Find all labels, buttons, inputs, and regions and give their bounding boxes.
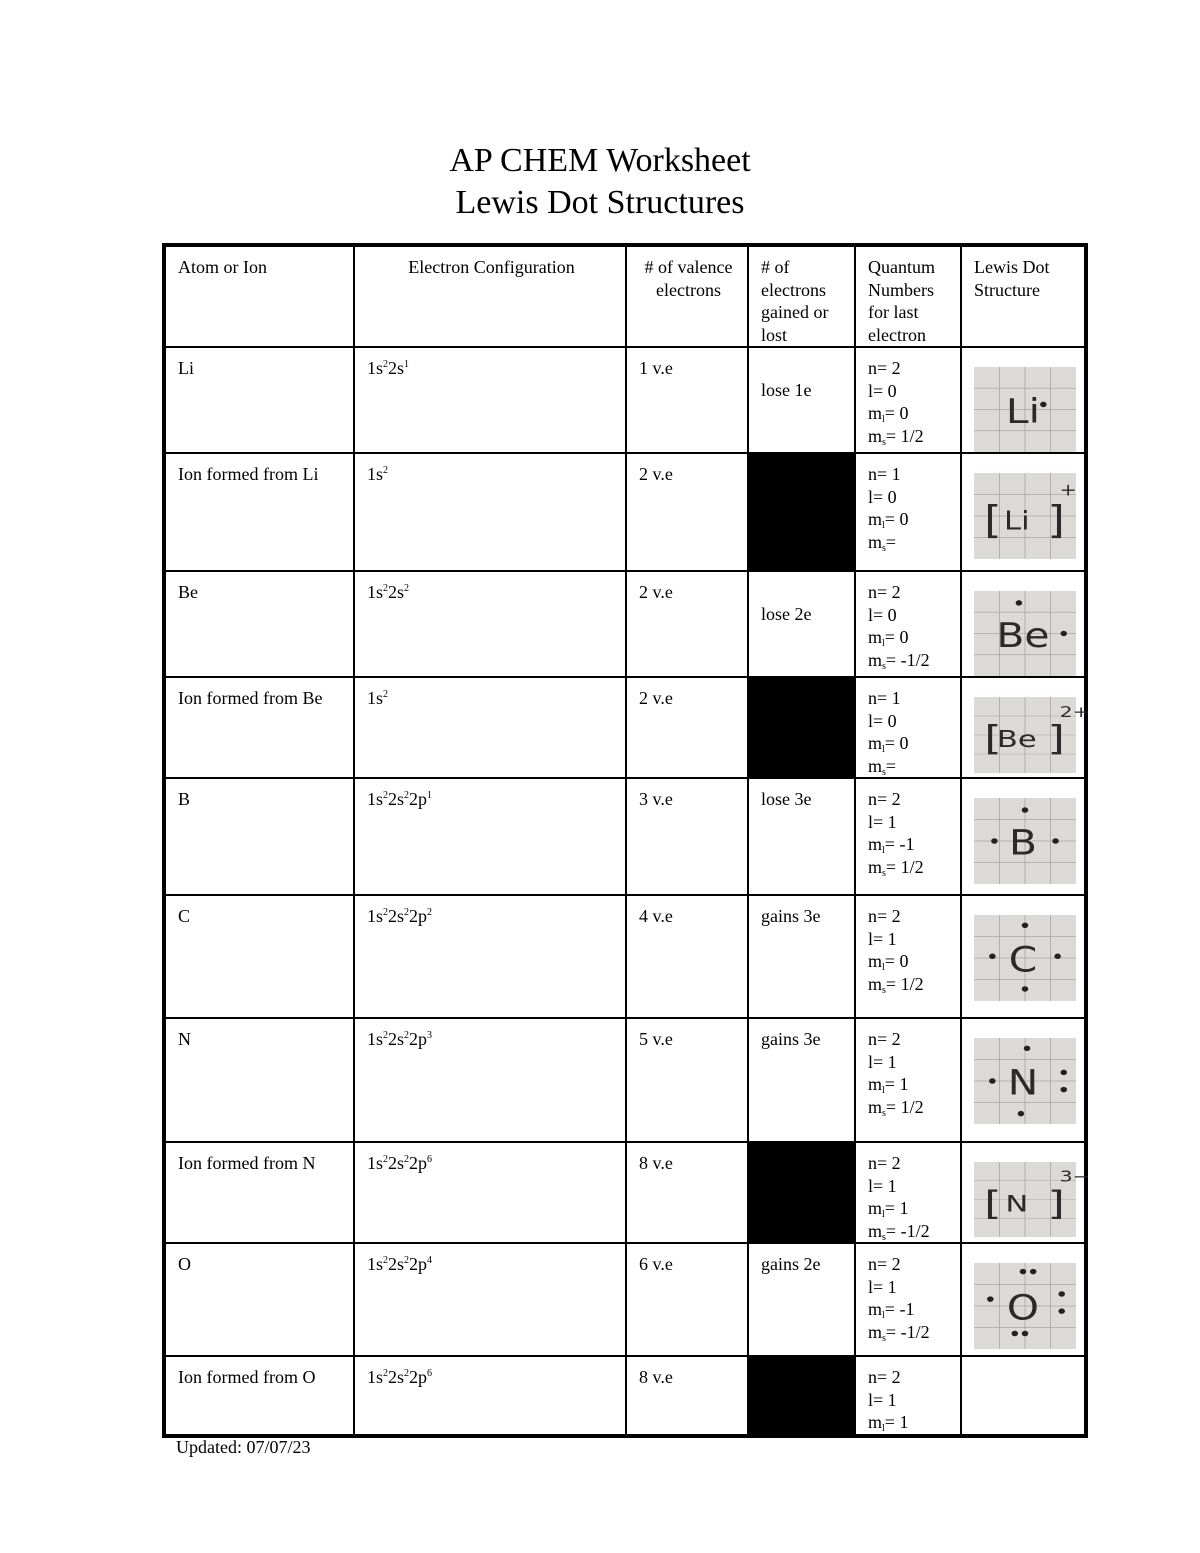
left-bracket: [ bbox=[984, 497, 1002, 543]
valence-dot bbox=[1060, 631, 1067, 636]
lewis-structure-drawing bbox=[974, 697, 1090, 773]
valence-cell: 3 v.e bbox=[626, 778, 748, 895]
lewis-cell bbox=[961, 1243, 1086, 1356]
header-valence: # of valence electrons bbox=[626, 245, 748, 347]
quantum-subscript: s bbox=[882, 1332, 886, 1344]
quantum-subscript: l bbox=[882, 1209, 885, 1220]
quantum-cell bbox=[855, 1018, 961, 1142]
quantum-number bbox=[868, 950, 951, 973]
quantum-number bbox=[868, 425, 951, 448]
quantum-number bbox=[868, 531, 951, 554]
orbital: 1s bbox=[367, 1029, 384, 1049]
orbital: 1s bbox=[367, 906, 384, 926]
title-line-1: AP CHEM Worksheet bbox=[449, 142, 751, 179]
valence-cell: 8 v.e bbox=[626, 1142, 748, 1243]
valence-cell: 4 v.e bbox=[626, 895, 748, 1018]
table-row bbox=[164, 895, 1086, 1018]
quantum-number bbox=[868, 357, 951, 380]
orbital-electron-count: 2 bbox=[404, 1154, 410, 1165]
gained-lost-text: gains 3e bbox=[761, 1029, 821, 1049]
quantum-value: l= 1 bbox=[868, 1051, 897, 1072]
table-row bbox=[164, 1243, 1086, 1356]
right-bracket: ] bbox=[1047, 1184, 1065, 1223]
lewis-structure-drawing bbox=[974, 473, 1076, 559]
quantum-number bbox=[868, 1389, 951, 1412]
gained-lost-text: gains 2e bbox=[761, 1254, 821, 1274]
quantum-number bbox=[868, 626, 951, 649]
quantum-value: l= 1 bbox=[868, 928, 897, 949]
quantum-number bbox=[868, 1253, 951, 1276]
header-atom: Atom or Ion bbox=[164, 245, 354, 347]
table-row bbox=[164, 453, 1086, 571]
quantum-value: $m_l= 1$ bbox=[868, 1198, 909, 1220]
gained-lost-cell bbox=[748, 778, 855, 895]
element-symbol: C bbox=[1008, 939, 1038, 980]
quantum-cell bbox=[855, 1243, 961, 1356]
config-cell bbox=[354, 1018, 626, 1142]
atom-cell: O bbox=[164, 1243, 354, 1356]
lewis-cell bbox=[961, 571, 1086, 677]
quantum-subscript: s bbox=[882, 436, 886, 448]
gained-lost-text: lose 1e bbox=[761, 380, 812, 400]
lewis-structure-drawing bbox=[974, 591, 1076, 676]
quantum-value: $m_s= 1/2$ bbox=[868, 425, 924, 448]
valence-dot bbox=[1022, 986, 1029, 992]
quantum-value: $m_l= -1$ bbox=[868, 1299, 915, 1321]
gained-lost-cell bbox=[748, 1018, 855, 1142]
lewis-cell bbox=[961, 895, 1086, 1018]
valence-dot bbox=[1022, 1331, 1029, 1337]
left-bracket: [ bbox=[984, 719, 1002, 759]
gained-lost-cell bbox=[748, 347, 855, 453]
config-cell bbox=[354, 677, 626, 778]
orbital: 1s bbox=[367, 1367, 384, 1387]
orbital-electron-count: 2 bbox=[404, 907, 410, 918]
atom-cell: Li bbox=[164, 347, 354, 453]
orbital-electron-count: 2 bbox=[404, 1255, 410, 1266]
orbital-electron-count: 2 bbox=[404, 1368, 410, 1379]
quantum-cell bbox=[855, 571, 961, 677]
quantum-value: n= 2 bbox=[868, 582, 901, 602]
quantum-number bbox=[868, 1276, 951, 1299]
quantum-value: l= 1 bbox=[868, 1175, 897, 1196]
quantum-number bbox=[868, 973, 951, 996]
quantum-subscript: s bbox=[882, 984, 886, 996]
orbital: 2p bbox=[409, 906, 428, 926]
quantum-subscript: l bbox=[882, 1310, 885, 1321]
table-row bbox=[164, 347, 1086, 453]
orbital-electron-count: 2 bbox=[383, 689, 389, 700]
quantum-number bbox=[868, 1175, 951, 1198]
valence-dot bbox=[1030, 1269, 1037, 1275]
valence-dot bbox=[1016, 600, 1023, 605]
quantum-subscript: s bbox=[882, 1107, 886, 1119]
quantum-value: $m_s=$ bbox=[868, 531, 897, 554]
atom-cell: Ion formed from O bbox=[164, 1356, 354, 1436]
quantum-number bbox=[868, 508, 951, 531]
orbital-electron-count: 6 bbox=[427, 1154, 433, 1165]
quantum-number bbox=[868, 1096, 951, 1119]
quantum-value: l= 0 bbox=[868, 380, 897, 401]
right-bracket: ] bbox=[1047, 497, 1065, 543]
quantum-subscript: l bbox=[882, 744, 885, 755]
orbital: 2p bbox=[409, 1367, 428, 1387]
lewis-cell bbox=[961, 1356, 1086, 1436]
valence-dot bbox=[1060, 1087, 1067, 1093]
quantum-subscript: l bbox=[882, 638, 885, 649]
orbital: 1s bbox=[367, 688, 384, 708]
valence-dot bbox=[1012, 1331, 1019, 1337]
header-row bbox=[164, 245, 1086, 347]
atom-cell: Ion formed from Li bbox=[164, 453, 354, 571]
lewis-structure-drawing bbox=[974, 798, 1076, 884]
orbital-electron-count: 4 bbox=[427, 1255, 433, 1266]
table-row bbox=[164, 1018, 1086, 1142]
quantum-subscript: l bbox=[882, 1423, 885, 1434]
orbital-electron-count: 2 bbox=[383, 465, 389, 476]
quantum-value: n= 1 bbox=[868, 464, 901, 484]
quantum-subscript: s bbox=[882, 867, 886, 879]
valence-dot bbox=[1054, 954, 1061, 960]
lewis-cell bbox=[961, 778, 1086, 895]
orbital: 2p bbox=[409, 1153, 428, 1173]
quantum-cell bbox=[855, 453, 961, 571]
quantum-subscript: l bbox=[882, 845, 885, 856]
orbital: 1s bbox=[367, 1153, 384, 1173]
orbital: 2s bbox=[388, 789, 405, 809]
header-config: Electron Configuration bbox=[354, 245, 626, 347]
quantum-number bbox=[868, 1028, 951, 1051]
quantum-number bbox=[868, 755, 951, 778]
lewis-structure-drawing bbox=[974, 367, 1076, 452]
orbital: 2s bbox=[388, 1254, 405, 1274]
quantum-value: n= 2 bbox=[868, 358, 901, 378]
table-row bbox=[164, 1356, 1086, 1436]
valence-dot bbox=[1024, 1046, 1031, 1052]
valence-cell: 1 v.e bbox=[626, 347, 748, 453]
quantum-subscript: s bbox=[882, 660, 886, 672]
valence-cell: 6 v.e bbox=[626, 1243, 748, 1356]
orbital-electron-count: 2 bbox=[427, 907, 433, 918]
header-lewis: Lewis Dot Structure bbox=[961, 245, 1086, 347]
quantum-number bbox=[868, 788, 951, 811]
lewis-cell bbox=[961, 1018, 1086, 1142]
orbital-electron-count: 2 bbox=[404, 1030, 410, 1041]
valence-cell: 5 v.e bbox=[626, 1018, 748, 1142]
valence-dot bbox=[989, 1078, 996, 1084]
lewis-structure-drawing bbox=[974, 1263, 1076, 1349]
orbital: 1s bbox=[367, 464, 384, 484]
element-symbol: Be bbox=[996, 615, 1050, 656]
header-quantum: Quantum Numbers for last electron bbox=[855, 245, 961, 347]
lewis-cell bbox=[961, 1142, 1090, 1243]
orbital: 2s bbox=[388, 1153, 405, 1173]
valence-dot bbox=[1058, 1291, 1065, 1297]
quantum-value: $m_s= 1/2$ bbox=[868, 856, 924, 879]
quantum-value: $m_l= 1$ bbox=[868, 1412, 909, 1434]
config-cell bbox=[354, 571, 626, 677]
orbital: 2s bbox=[388, 906, 405, 926]
orbital: 2p bbox=[409, 1029, 428, 1049]
gained-lost-text: gains 3e bbox=[761, 906, 821, 926]
orbital: 2s bbox=[388, 358, 405, 378]
title-line-2: Lewis Dot Structures bbox=[455, 184, 745, 221]
lewis-worksheet-table bbox=[162, 243, 1088, 1438]
quantum-subscript: s bbox=[882, 542, 886, 554]
quantum-value: n= 2 bbox=[868, 1367, 901, 1387]
gained-lost-cell bbox=[748, 453, 855, 571]
quantum-number bbox=[868, 1051, 951, 1074]
table-row bbox=[164, 571, 1086, 677]
config-cell bbox=[354, 895, 626, 1018]
orbital-electron-count: 2 bbox=[383, 1154, 389, 1165]
quantum-value: n= 2 bbox=[868, 906, 901, 926]
orbital-electron-count: 2 bbox=[404, 583, 410, 594]
atom-cell: Be bbox=[164, 571, 354, 677]
orbital-electron-count: 3 bbox=[427, 1030, 433, 1041]
quantum-number bbox=[868, 1411, 951, 1434]
valence-cell: 2 v.e bbox=[626, 571, 748, 677]
quantum-value: l= 0 bbox=[868, 604, 897, 625]
quantum-value: l= 1 bbox=[868, 1389, 897, 1410]
header-gained: # of electrons gained or lost bbox=[748, 245, 855, 347]
quantum-value: $m_l= 0$ bbox=[868, 403, 909, 425]
worksheet-title bbox=[0, 140, 1200, 224]
quantum-value: $m_s= 1/2$ bbox=[868, 1096, 924, 1119]
quantum-number bbox=[868, 1298, 951, 1321]
quantum-value: $m_l= 0$ bbox=[868, 627, 909, 649]
config-cell bbox=[354, 1142, 626, 1243]
config-cell bbox=[354, 347, 626, 453]
gained-lost-text: lose 2e bbox=[761, 604, 812, 624]
quantum-number bbox=[868, 928, 951, 951]
quantum-value: l= 1 bbox=[868, 811, 897, 832]
quantum-cell bbox=[855, 1142, 961, 1243]
table-body bbox=[164, 347, 1090, 1436]
orbital: 1s bbox=[367, 358, 384, 378]
quantum-number bbox=[868, 905, 951, 928]
gained-lost-cell bbox=[748, 1356, 855, 1436]
orbital-electron-count: 1 bbox=[427, 790, 433, 801]
quantum-number bbox=[868, 649, 951, 672]
valence-cell: 2 v.e bbox=[626, 677, 748, 778]
quantum-number bbox=[868, 856, 951, 879]
valence-dot bbox=[1052, 838, 1059, 844]
quantum-cell bbox=[855, 677, 961, 778]
valence-dot bbox=[989, 954, 996, 960]
gained-lost-cell bbox=[748, 571, 855, 677]
quantum-value: $m_s= -1/2$ bbox=[868, 1220, 930, 1243]
orbital: 2p bbox=[409, 789, 428, 809]
quantum-value: $m_s=$ bbox=[868, 755, 897, 778]
valence-dot bbox=[1058, 1308, 1065, 1314]
quantum-value: $m_s= -1/2$ bbox=[868, 649, 930, 672]
valence-dot bbox=[1022, 807, 1029, 813]
lewis-cell bbox=[961, 347, 1086, 453]
quantum-number bbox=[868, 1366, 951, 1389]
atom-cell: Ion formed from N bbox=[164, 1142, 354, 1243]
valence-dot bbox=[1040, 402, 1047, 407]
quantum-subscript: l bbox=[882, 1085, 885, 1096]
quantum-cell bbox=[855, 1356, 961, 1436]
gained-lost-cell bbox=[748, 677, 855, 778]
quantum-value: n= 2 bbox=[868, 1153, 901, 1173]
lewis-structure-drawing bbox=[974, 1038, 1076, 1124]
orbital-electron-count: 2 bbox=[383, 1030, 389, 1041]
element-symbol: O bbox=[1006, 1287, 1040, 1328]
config-cell bbox=[354, 453, 626, 571]
quantum-value: $m_l= 1$ bbox=[868, 1074, 909, 1096]
quantum-cell bbox=[855, 895, 961, 1018]
quantum-number bbox=[868, 1073, 951, 1096]
orbital: 1s bbox=[367, 789, 384, 809]
orbital: 2s bbox=[388, 1029, 405, 1049]
element-symbol: Li bbox=[1005, 391, 1040, 432]
left-bracket: [ bbox=[984, 1184, 1002, 1223]
right-bracket: ] bbox=[1047, 719, 1065, 759]
element-symbol: N bbox=[1005, 1191, 1029, 1218]
valence-dot bbox=[1022, 923, 1029, 929]
quantum-number bbox=[868, 833, 951, 856]
quantum-value: n= 2 bbox=[868, 789, 901, 809]
atom-cell: B bbox=[164, 778, 354, 895]
element-symbol: Li bbox=[1004, 506, 1030, 537]
quantum-number bbox=[868, 687, 951, 710]
quantum-number bbox=[868, 710, 951, 733]
config-cell bbox=[354, 778, 626, 895]
atom-cell: Ion formed from Be bbox=[164, 677, 354, 778]
quantum-subscript: s bbox=[882, 1231, 886, 1243]
element-symbol: N bbox=[1007, 1062, 1039, 1103]
orbital-electron-count: 1 bbox=[404, 359, 410, 370]
quantum-value: $m_l= 0$ bbox=[868, 509, 909, 531]
quantum-number bbox=[868, 463, 951, 486]
quantum-value: n= 1 bbox=[868, 688, 901, 708]
gained-lost-cell bbox=[748, 1142, 855, 1243]
ion-charge: 2+ bbox=[1059, 703, 1090, 721]
quantum-cell bbox=[855, 778, 961, 895]
gained-lost-cell bbox=[748, 1243, 855, 1356]
orbital-electron-count: 2 bbox=[404, 790, 410, 801]
atom-cell: C bbox=[164, 895, 354, 1018]
table-row bbox=[164, 778, 1086, 895]
orbital-electron-count: 2 bbox=[383, 1255, 389, 1266]
quantum-subscript: l bbox=[882, 414, 885, 425]
quantum-number bbox=[868, 732, 951, 755]
config-cell bbox=[354, 1243, 626, 1356]
ion-charge: + bbox=[1059, 479, 1077, 500]
quantum-number bbox=[868, 581, 951, 604]
element-symbol: B bbox=[1008, 822, 1037, 863]
quantum-subscript: l bbox=[882, 962, 885, 973]
quantum-subscript: s bbox=[882, 766, 886, 778]
valence-dot bbox=[991, 838, 998, 844]
valence-cell: 8 v.e bbox=[626, 1356, 748, 1436]
quantum-number bbox=[868, 380, 951, 403]
ion-charge: 3− bbox=[1059, 1168, 1090, 1186]
quantum-value: $m_l= 0$ bbox=[868, 733, 909, 755]
orbital-electron-count: 2 bbox=[383, 1368, 389, 1379]
lewis-structure-drawing bbox=[974, 1162, 1090, 1237]
lewis-cell bbox=[961, 677, 1090, 778]
lewis-structure-drawing bbox=[974, 915, 1076, 1001]
quantum-value: l= 1 bbox=[868, 1276, 897, 1297]
quantum-number bbox=[868, 1197, 951, 1220]
gained-lost-text: lose 3e bbox=[761, 789, 812, 809]
quantum-number bbox=[868, 604, 951, 627]
orbital-electron-count: 2 bbox=[383, 907, 389, 918]
config-cell bbox=[354, 1356, 626, 1436]
quantum-number bbox=[868, 486, 951, 509]
atom-cell: N bbox=[164, 1018, 354, 1142]
table-row bbox=[164, 677, 1086, 778]
orbital: 1s bbox=[367, 582, 384, 602]
quantum-cell bbox=[855, 347, 961, 453]
valence-dot bbox=[1018, 1111, 1025, 1117]
quantum-value: l= 0 bbox=[868, 486, 897, 507]
quantum-number bbox=[868, 1321, 951, 1344]
table-row bbox=[164, 1142, 1086, 1243]
valence-cell: 2 v.e bbox=[626, 453, 748, 571]
quantum-value: n= 2 bbox=[868, 1254, 901, 1274]
valence-dot bbox=[1020, 1269, 1027, 1275]
valence-dot bbox=[1060, 1070, 1067, 1076]
quantum-value: l= 0 bbox=[868, 710, 897, 731]
quantum-number bbox=[868, 402, 951, 425]
quantum-number bbox=[868, 1220, 951, 1243]
orbital-electron-count: 2 bbox=[383, 790, 389, 801]
orbital: 1s bbox=[367, 1254, 384, 1274]
quantum-value: $m_s= 1/2$ bbox=[868, 973, 924, 996]
orbital-electron-count: 2 bbox=[383, 583, 389, 594]
quantum-subscript: l bbox=[882, 520, 885, 531]
quantum-number bbox=[868, 1152, 951, 1175]
quantum-value: n= 2 bbox=[868, 1029, 901, 1049]
orbital: 2s bbox=[388, 1367, 405, 1387]
orbital: 2s bbox=[388, 582, 405, 602]
orbital-electron-count: 2 bbox=[383, 359, 389, 370]
gained-lost-cell bbox=[748, 895, 855, 1018]
valence-dot bbox=[987, 1296, 994, 1302]
quantum-value: $m_s= -1/2$ bbox=[868, 1321, 930, 1344]
lewis-cell bbox=[961, 453, 1086, 571]
element-symbol: Be bbox=[996, 726, 1037, 754]
quantum-number bbox=[868, 811, 951, 834]
orbital: 2p bbox=[409, 1254, 428, 1274]
updated-date: Updated: 07/07/23 bbox=[176, 1437, 311, 1457]
orbital-electron-count: 6 bbox=[427, 1368, 433, 1379]
quantum-value: $m_l= -1$ bbox=[868, 834, 915, 856]
quantum-value: $m_l= 0$ bbox=[868, 951, 909, 973]
